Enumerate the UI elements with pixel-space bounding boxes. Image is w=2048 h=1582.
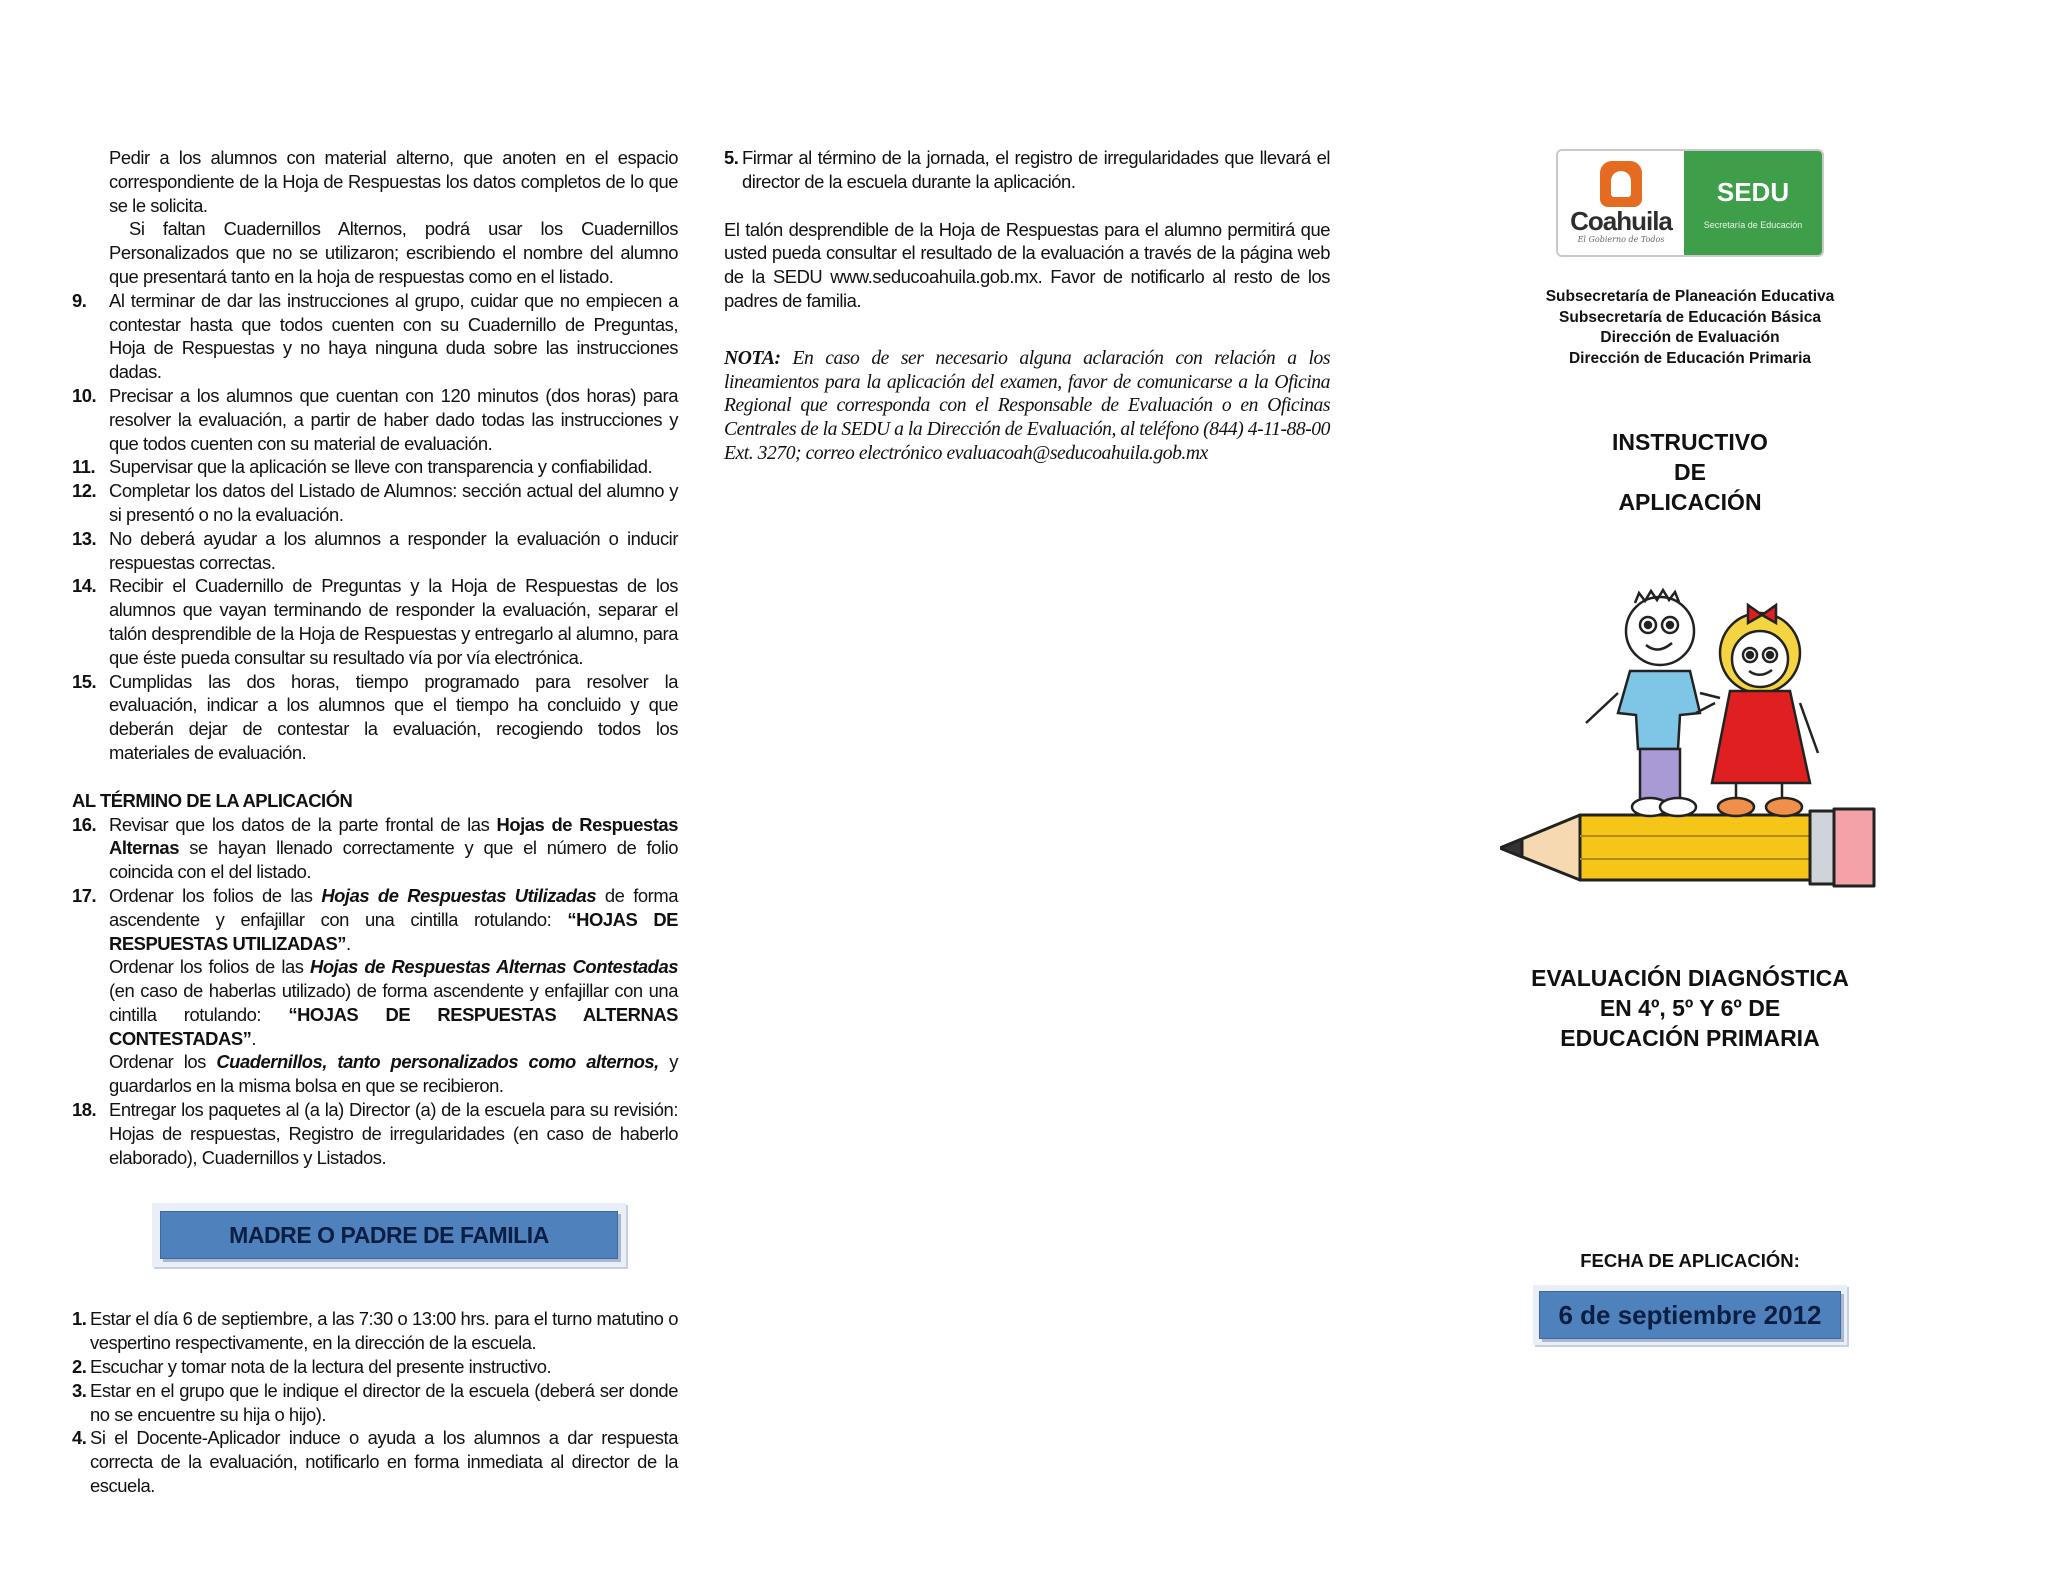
list-item — [72, 455, 678, 479]
list-item — [72, 1426, 678, 1497]
list-item — [72, 1307, 678, 1355]
institution-line: Dirección de Evaluación — [1600, 329, 1780, 346]
text-run-bold-italic: Cuadernillos, tanto personalizados como alternos, — [216, 1051, 659, 1073]
item-text: Firmar al término de la jornada, el registro de irregularidades que llevará el director de la escuela durante la aplicación. — [742, 147, 1330, 192]
item-number: 1. — [72, 1308, 87, 1330]
item-number: 16. — [72, 813, 97, 835]
eval-title-line: EN 4º, 5º Y 6º DE — [1599, 995, 1781, 1021]
list-item — [72, 813, 678, 884]
item-number: 13. — [72, 527, 97, 549]
institution-line: Subsecretaría de Planeación Educativa — [1545, 288, 1835, 305]
nota-text: En caso de ser necesario alguna aclaración con relación a los lineamientos para la aplicación del examen, favor de comunicarse a la Oficina Regional que corresponda con el Responsable de Evaluación o en Oficinas Centrales de la SEDU a la Dirección de Evaluación, al teléfono (844) 4-11-88-00 Ext. 3270; correo electrónico evaluacoah@seducoahuila.gob.mx — [724, 347, 1331, 464]
list-item — [72, 1355, 678, 1379]
talon-paragraph: El talón desprendible de la Hoja de Respuestas para el alumno permitirá que usted pueda consultar el resultado de la evaluación a través de la página web de la SEDU www.seducoahuila.gob.mx. Favor de notificarlo al resto de los padres de familia. — [724, 218, 1330, 311]
item-number: 18. — [72, 1099, 97, 1121]
item-text: Completar los datos del Listado de Alumnos: sección actual del alumno y si presentó o no la evaluación. — [109, 480, 678, 525]
item-text: Recibir el Cuadernillo de Preguntas y la Hoja de Respuestas de los alumnos que vayan terminando de responder la evaluación, separar el talón desprendible de la Hoja de Respuestas y entregarlo al alumno, para que éste pueda consultar su resultado vía por vía electrónica. — [109, 575, 678, 668]
left-column — [72, 146, 678, 1498]
institutions — [1500, 287, 1880, 369]
list-item — [72, 479, 678, 527]
item-text: Precisar a los alumnos que cuentan con 120 minutos (dos horas) para resolver la evaluación, a partir de haber dado todas las instrucciones y que todos cuenten con su material de evaluación. — [109, 384, 678, 454]
item-text: Escuchar y tomar nota de la lectura del presente instructivo. — [90, 1356, 552, 1378]
parents-banner — [152, 1203, 626, 1267]
intro-paragraph-a: Pedir a los alumnos con material alterno, que anoten en el espacio correspondiente de la Hoja de Respuestas los datos completos de lo que se le solicita. — [109, 147, 678, 216]
application-date: 6 de septiembre 2012 — [1539, 1291, 1841, 1339]
text-run-bold-italic: Hojas de Respuestas Utilizadas — [321, 884, 597, 906]
eval-title-line: EDUCACIÓN PRIMARIA — [1560, 1025, 1820, 1051]
text-run: Ordenar los — [109, 1051, 217, 1073]
item-text: Estar el día 6 de septiembre, a las 7:30 o 13:00 hrs. para el turno matutino o vespertino respectivamente, en la dirección de la escuela. — [90, 1308, 678, 1354]
logo-slogan: El Gobierno de Todos — [1577, 235, 1665, 244]
list-item — [724, 146, 1330, 194]
document-title — [1500, 427, 1880, 517]
evaluation-title — [1500, 963, 1880, 1053]
list-item — [72, 574, 678, 669]
text-run: y guardarlos en la misma bolsa en que se recibieron. — [109, 1051, 679, 1097]
sub-paragraph — [109, 955, 678, 1050]
text-run-bold: “HOJAS DE RESPUESTAS ALTERNAS CONTESTADAS” — [109, 1003, 678, 1049]
nota-paragraph — [724, 347, 1330, 466]
list-item — [72, 884, 678, 1098]
text-run: Revisar que los datos de la parte frontal de las — [109, 813, 497, 835]
intro-paragraph-b: Si faltan Cuadernillos Alternos, podrá usar los Cuadernillos Personalizados que no se utilizaron; escribiendo el nombre del alumno que presentará tanto en la hoja de respuestas como en el listado. — [109, 218, 678, 287]
title-line: INSTRUCTIVO — [1612, 429, 1768, 455]
item-number: 2. — [72, 1356, 87, 1378]
parents-banner-label: MADRE O PADRE DE FAMILIA — [160, 1211, 618, 1259]
list-item — [72, 670, 678, 765]
logo-brand: SEDU — [1716, 177, 1790, 207]
text-run: Ordenar los folios de las — [109, 956, 311, 978]
text-run: (en caso de haberlas utilizado) de forma ascendente y enfajillar con una cintilla rotulando: — [109, 980, 678, 1025]
text-run-bold: “HOJAS DE RESPUESTAS UTILIZADAS” — [109, 908, 678, 954]
item-text: No deberá ayudar a los alumnos a responder la evaluación o inducir respuestas correctas. — [109, 527, 678, 573]
application-date-box — [1533, 1285, 1847, 1345]
item-number: 10. — [72, 384, 97, 406]
list-item — [72, 527, 678, 575]
item-text — [109, 884, 678, 1098]
item-number: 3. — [72, 1379, 87, 1401]
list-item — [72, 384, 678, 455]
item-text: Cumplidas las dos horas, tiempo programado para resolver la evaluación, indicar a los alumnos que el tiempo ha concluido y que deberán dejar de contestar la evaluación, recogiendo todos los materiales de evaluación. — [109, 670, 678, 763]
text-run: de forma ascendente y enfajillar con una cintilla rotulando: — [109, 884, 678, 930]
list-item — [72, 1098, 678, 1169]
text-run-bold: Hojas de Respuestas Alternas — [109, 813, 678, 859]
coahuila-logo — [1558, 151, 1684, 255]
item-text: Al terminar de dar las instrucciones al grupo, cuidar que no empiecen a contestar hasta que todos cuenten con su Cuadernillo de Preguntas, Hoja de Respuestas y no haya ninguna duda sobre las instrucciones dadas. — [109, 289, 678, 383]
middle-column — [724, 146, 1330, 466]
sub-paragraph — [109, 1050, 678, 1098]
item-number: 12. — [72, 480, 97, 502]
item-number: 17. — [72, 884, 97, 906]
logo-name: Coahuila — [1570, 206, 1672, 236]
list-item — [72, 1379, 678, 1427]
coahuila-emblem-icon — [1600, 161, 1642, 207]
item-number: 14. — [72, 575, 97, 597]
cover-column — [1500, 146, 1880, 1345]
institution-line: Subsecretaría de Educación Básica — [1559, 308, 1821, 326]
item-number: 9. — [72, 289, 87, 311]
item-text: Estar en el grupo que le indique el director de la escuela (deberá ser donde no se encuentre su hija o hijo). — [90, 1379, 678, 1425]
item-number: 15. — [72, 670, 97, 692]
nota-label: NOTA: — [724, 347, 781, 369]
item-text: Supervisar que la aplicación se lleve con transparencia y confiabilidad. — [109, 456, 653, 478]
coahuila-sedu-logo — [1556, 149, 1824, 257]
eval-title-line: EVALUACIÓN DIAGNÓSTICA — [1531, 965, 1849, 991]
text-run: . — [251, 1027, 257, 1049]
application-date-label: FECHA DE APLICACIÓN: — [1580, 1250, 1800, 1271]
list-item — [72, 289, 678, 384]
sedu-logo — [1684, 151, 1822, 255]
item-number: 4. — [72, 1427, 87, 1449]
logo-brand-sub: Secretaría de Educación — [1703, 220, 1803, 230]
section-heading: AL TÉRMINO DE LA APLICACIÓN — [72, 789, 353, 811]
item-text — [109, 813, 678, 884]
text-run-bold-italic: Hojas de Respuestas Alternas Contestadas — [310, 956, 678, 978]
item-number: 5. — [724, 147, 739, 168]
institution-line: Dirección de Educación Primaria — [1568, 349, 1812, 367]
title-line: DE — [1674, 459, 1706, 485]
item-text: Si el Docente-Aplicador induce o ayuda a los alumnos a dar respuesta correcta de la evaluación, notificarlo en forma inmediata al director de la escuela. — [90, 1427, 678, 1497]
text-run: Ordenar los folios de las — [109, 884, 322, 906]
children-on-pencil-illustration — [1500, 573, 1880, 889]
text-run: . — [346, 932, 351, 954]
item-number: 11. — [72, 456, 96, 478]
item-text: Entregar los paquetes al (a la) Director (a) de la escuela para su revisión: Hojas de respuestas, Registro de irregularidades (en caso de haberlo elaborado), Cuadernillos y Listados. — [109, 1099, 678, 1168]
text-run: se hayan llenado correctamente y que el número de folio coincida con el del listado. — [109, 837, 678, 883]
title-line: APLICACIÓN — [1618, 489, 1762, 515]
